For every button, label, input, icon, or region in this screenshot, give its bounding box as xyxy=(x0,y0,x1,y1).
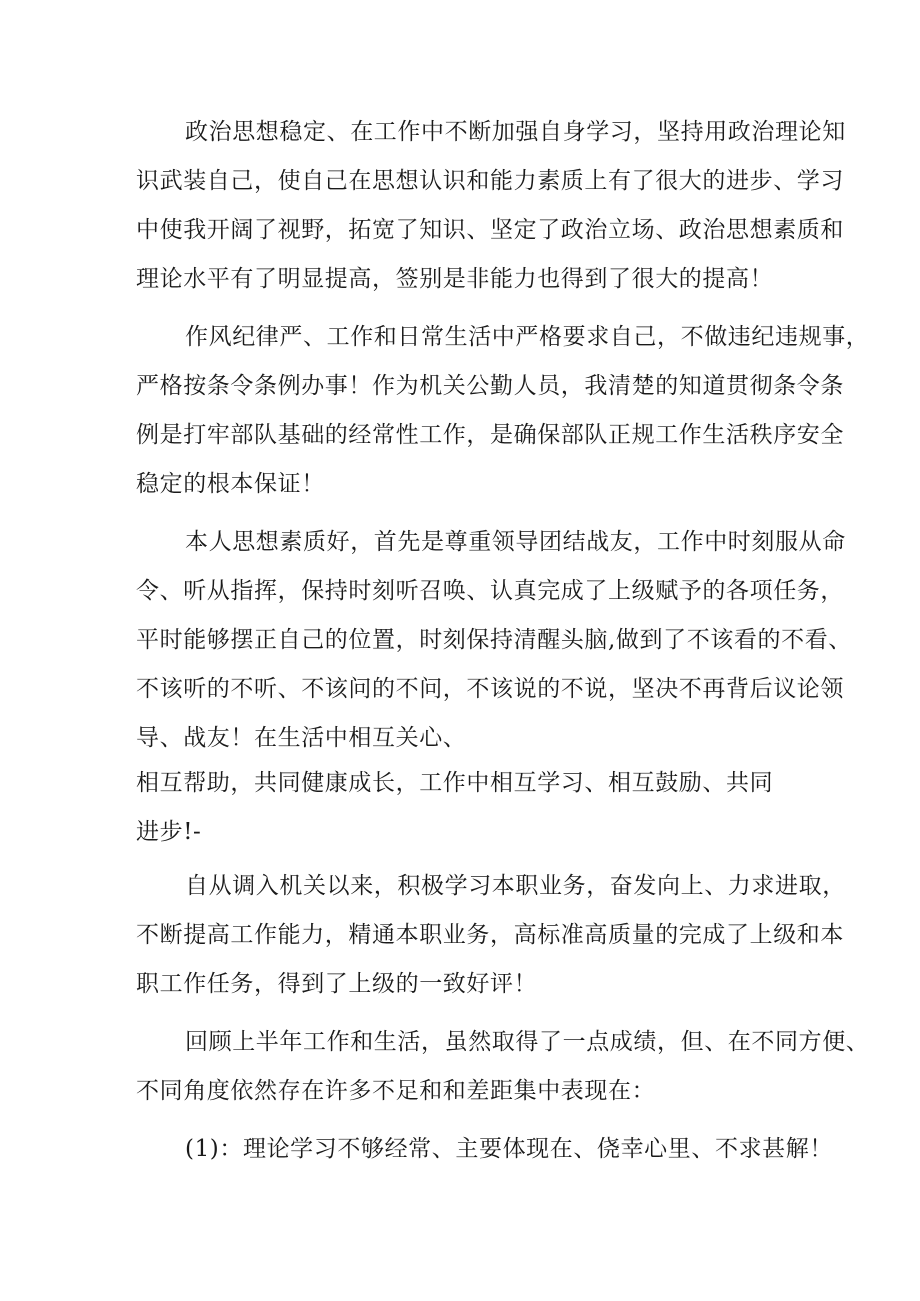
paragraph-3-line-3: 平时能够摆正自己的位置，时刻保持清醒头脑,做到了不该看的不看、 xyxy=(136,627,852,653)
paragraph-3-line-7: 进步!- xyxy=(136,819,202,845)
paragraph-5-line-2: 不同角度依然存在许多不足和和差距集中表现在： xyxy=(136,1078,656,1104)
paragraph-4-line-3: 职工作任务，得到了上级的一致好评！ xyxy=(136,971,538,997)
paragraph-1-line-1: 政治思想稳定、在工作中不断加强自身学习，坚持用政治理论知 xyxy=(185,119,846,145)
paragraph-2-line-1: 作风纪律严、工作和日常生活中严格要求自己，不做违纪违规事， xyxy=(185,324,870,350)
paragraph-1-line-4: 理论水平有了明显提高，签别是非能力也得到了很大的提高！ xyxy=(136,266,774,292)
paragraph-2-line-2: 严格按条令条例办事！作为机关公勤人员，我清楚的知道贯彻条令条 xyxy=(136,373,844,399)
paragraph-3-line-6: 相互帮助，共同健康成长，工作中相互学习、相互鼓励、共同 xyxy=(136,770,774,796)
paragraph-3-line-1: 本人思想素质好，首先是尊重领导团结战友，工作中时刻服从命 xyxy=(185,529,846,555)
paragraph-2-line-4: 稳定的根本保证！ xyxy=(136,471,325,497)
paragraph-3-line-5: 导、战友！在生活中相互关心、 xyxy=(136,725,467,751)
list-item-1: (1)：理论学习不够经常、主要体现在、侥幸心里、不求甚解！ xyxy=(185,1136,833,1162)
paragraph-3-line-2: 令、听从指挥，保持时刻听召唤、认真完成了上级赋予的各项任务， xyxy=(136,578,844,604)
paragraph-1-line-3: 中使我开阔了视野，拓宽了知识、坚定了政治立场、政治思想素质和 xyxy=(136,217,844,243)
paragraph-4-line-1: 自从调入机关以来，积极学习本职业务，奋发向上、力求进取， xyxy=(185,873,846,899)
paragraph-3-line-4: 不该听的不听、不该问的不问，不该说的不说，坚决不再背后议论领 xyxy=(136,676,844,702)
paragraph-2-line-3: 例是打牢部队基础的经常性工作，是确保部队正规工作生活秩序安全 xyxy=(136,422,844,448)
paragraph-4-line-2: 不断提高工作能力，精通本职业务，高标准高质量的完成了上级和本 xyxy=(136,922,844,948)
paragraph-1-line-2: 识武装自己，使自己在思想认识和能力素质上有了很大的进步、学习 xyxy=(136,168,844,194)
paragraph-5-line-1: 回顾上半年工作和生活，虽然取得了一点成绩，但、在不同方便、 xyxy=(185,1029,870,1055)
